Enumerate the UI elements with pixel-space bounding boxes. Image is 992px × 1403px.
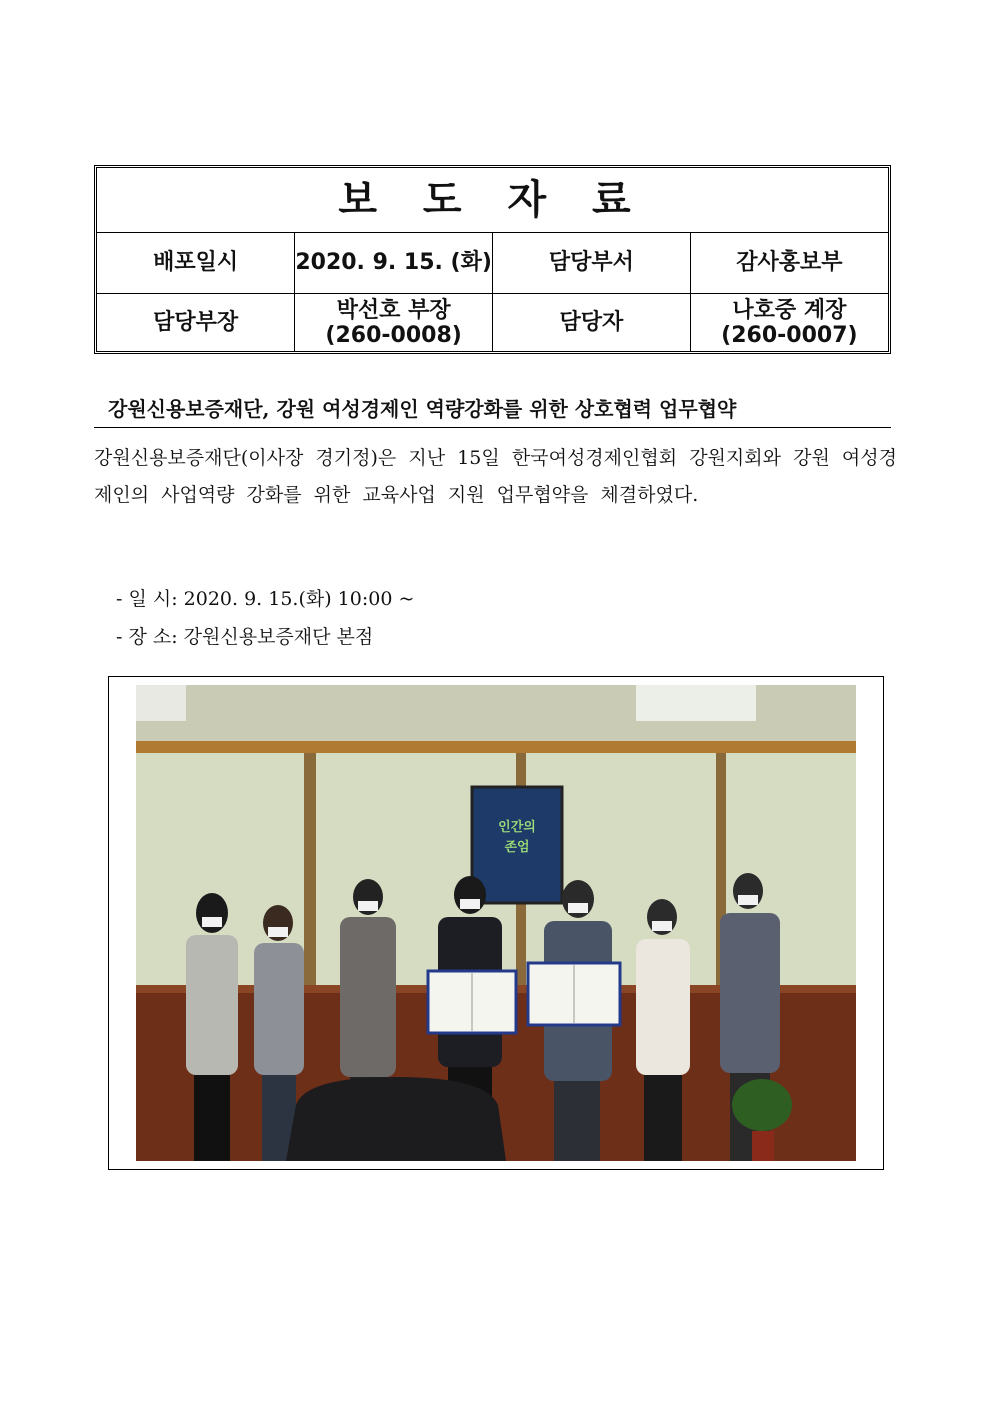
manager-phone: (260-0008) <box>325 323 462 348</box>
event-details <box>116 580 816 656</box>
contact-name: 나호중 계장 <box>732 297 847 323</box>
manager-name: 박선호 부장 <box>336 297 451 323</box>
poster-text-line2: 존엄 <box>504 840 530 855</box>
contact-label: 담당자 <box>493 294 691 353</box>
release-date: 2020. 9. 15. (화) <box>295 233 493 294</box>
manager-cell <box>295 294 493 353</box>
body-paragraph: 강원신용보증재단(이사장 경기정)은 지난 15일 한국여성경제인협회 강원지회와 강원 여성경제인의 사업역량 강화를 위한 교육사업 지원 업무협약을 체결하였다. <box>94 447 897 506</box>
ceremony-photo <box>136 685 856 1161</box>
event-location: - 장 소: 강원신용보증재단 본점 <box>116 626 374 648</box>
info-table <box>97 168 888 352</box>
ceremony-photo-illustration <box>136 685 856 1161</box>
headline: 강원신용보증재단, 강원 여성경제인 역량강화를 위한 상호협력 업무협약 <box>94 392 891 428</box>
contact-cell <box>690 294 888 353</box>
contact-phone: (260-0007) <box>721 323 858 348</box>
document-title: 보 도 자 료 <box>97 168 888 233</box>
release-date-label: 배포일시 <box>97 233 295 294</box>
photo-frame <box>108 676 884 1170</box>
press-release-header <box>94 165 891 354</box>
department: 감사홍보부 <box>690 233 888 294</box>
manager-label: 담당부장 <box>97 294 295 353</box>
poster-text-line1: 인간의 <box>498 820 536 835</box>
department-label: 담당부서 <box>493 233 691 294</box>
event-date: - 일 시: 2020. 9. 15.(화) 10:00 ~ <box>116 588 415 610</box>
